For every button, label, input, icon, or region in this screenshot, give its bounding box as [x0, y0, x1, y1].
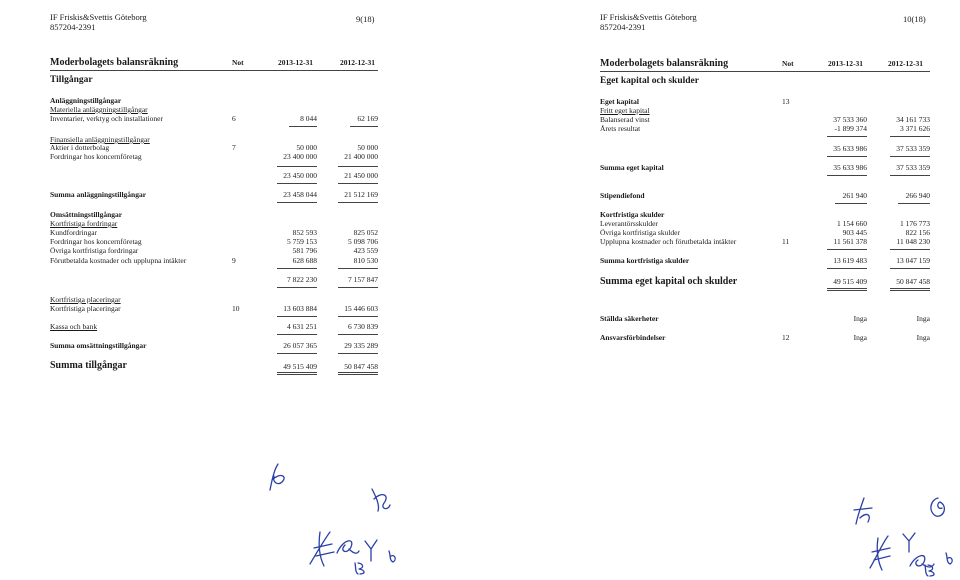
stall-2012: Inga — [916, 314, 930, 323]
row-value-2013: 23 400 000 — [283, 152, 317, 161]
subtotal-2012: 7 157 847 — [348, 275, 378, 284]
total-rule — [277, 372, 317, 373]
section-heading: Tillgångar — [50, 75, 93, 85]
row-value-2013: 628 688 — [292, 256, 317, 265]
sum-2012: 29 335 289 — [344, 341, 378, 350]
sub-rule — [277, 316, 317, 317]
col-header-2013: 2013-12-31 — [278, 58, 313, 67]
sub-rule — [350, 126, 378, 127]
row-value-2013: 581 796 — [292, 246, 317, 255]
sum-2013: 13 619 483 — [833, 256, 867, 265]
sub-rule — [277, 287, 317, 288]
row-value-2013: 11 561 378 — [833, 237, 867, 246]
row-note: 7 — [232, 143, 236, 152]
sum-rule — [827, 175, 867, 176]
total-rule — [827, 290, 867, 291]
row-note: 10 — [232, 304, 240, 313]
row-value-2013: 852 593 — [292, 228, 317, 237]
subtotal-2012: 21 450 000 — [344, 171, 378, 180]
row-value-2012: 62 169 — [357, 114, 378, 123]
sub-rule — [338, 316, 378, 317]
col-header-not: Not — [782, 59, 794, 68]
anl-heading: Anläggningstillgångar — [50, 96, 122, 105]
row-value-2012: 1 176 773 — [900, 219, 930, 228]
total-label: Summa eget kapital och skulder — [600, 276, 738, 287]
row-label: Inventarier, verktyg och installationer — [50, 114, 163, 123]
page-number: 10(18) — [903, 14, 926, 24]
row-value-2013: 13 603 884 — [283, 304, 317, 313]
row-value-2012: 822 156 — [905, 228, 930, 237]
row-label: Fordringar hos koncernföretag — [50, 152, 142, 161]
signature-initials — [922, 562, 942, 578]
company-name: IF Friskis&Svettis Göteborg — [50, 12, 147, 22]
signature-initials — [366, 485, 394, 515]
ansv-2012: Inga — [916, 333, 930, 342]
title-rule — [50, 70, 378, 71]
row-value-2013: 5 759 153 — [287, 237, 317, 246]
sub-rule — [338, 287, 378, 288]
report-title: Moderbolagets balansräkning — [50, 57, 179, 68]
row-label: Upplupna kostnader och förutbetalda intäkter — [600, 237, 737, 246]
row-label: Kassa och bank — [50, 322, 98, 331]
row-value-2012: 50 000 — [357, 143, 378, 152]
row-label: Kortfristiga placeringar — [50, 304, 121, 313]
stall-2013: Inga — [853, 314, 867, 323]
row-value-2012: 34 161 733 — [896, 115, 930, 124]
row-note: 13 — [782, 97, 790, 106]
title-rule — [600, 71, 930, 72]
sum-rule — [835, 203, 867, 204]
sum-label: Summa anläggningstillgångar — [50, 190, 147, 199]
page-number: 9(18) — [356, 14, 375, 24]
row-value-2012: 15 446 603 — [344, 304, 378, 313]
sub-rule — [338, 183, 378, 184]
total-2013: 49 515 409 — [833, 277, 867, 286]
row-note: 6 — [232, 114, 236, 123]
sub-rule — [827, 136, 867, 137]
sub-rule — [890, 136, 930, 137]
sub-rule — [338, 166, 378, 167]
signature-initials — [385, 548, 399, 564]
row-value-2012: 810 530 — [353, 256, 378, 265]
row-value-2013: -1 899 374 — [834, 124, 867, 133]
signature-initials — [333, 533, 361, 559]
row-label: Årets resultat — [600, 124, 641, 133]
mat-heading: Materiella anläggningstillgångar — [50, 105, 148, 114]
sum-rule — [898, 203, 930, 204]
sum-2013: 35 633 986 — [833, 163, 867, 172]
sum-2012: 13 047 159 — [896, 256, 930, 265]
total-2012: 50 847 458 — [896, 277, 930, 286]
row-label: Övriga kortfristiga fordringar — [50, 246, 139, 255]
sub-rule — [338, 268, 378, 269]
signature-initials — [942, 550, 956, 566]
sum-2013: 26 057 365 — [283, 341, 317, 350]
sum-rule — [890, 175, 930, 176]
col-header-not: Not — [232, 58, 244, 67]
sum-label: Summa eget kapital — [600, 163, 664, 172]
subtotal-2013: 7 822 230 — [287, 275, 317, 284]
row-label: Förutbetalda kostnader och upplupna intäkter — [50, 256, 187, 265]
signature-initials — [850, 494, 876, 528]
row-note: 11 — [782, 237, 790, 246]
kp-heading: Kortfristiga placeringar — [50, 295, 121, 304]
sum-label: Summa omsättningstillgångar — [50, 341, 147, 350]
ek-heading: Eget kapital — [600, 97, 639, 106]
sub-rule — [890, 249, 930, 250]
row-value-2013: 1 154 660 — [837, 219, 867, 228]
row-label: Aktier i dotterbolag — [50, 143, 110, 152]
fin-heading: Finansiella anläggningstillgångar — [50, 135, 150, 144]
sum-rule — [338, 202, 378, 203]
total-rule — [277, 374, 317, 375]
row-value-2013: 8 044 — [300, 114, 317, 123]
total-rule — [338, 374, 378, 375]
ansv-2013: Inga — [853, 333, 867, 342]
total-rule — [890, 288, 930, 289]
total-rule — [890, 290, 930, 291]
col-header-2012: 2012-12-31 — [340, 58, 375, 67]
sub-rule — [289, 126, 317, 127]
report-title: Moderbolagets balansräkning — [600, 58, 729, 69]
sum-rule — [277, 353, 317, 354]
sub-rule — [827, 156, 867, 157]
stip-label: Stipendiefond — [600, 191, 645, 200]
section-heading: Eget kapital och skulder — [600, 76, 699, 86]
sub-rule — [890, 156, 930, 157]
row-value-2013: 903 445 — [842, 228, 867, 237]
sum-rule — [277, 202, 317, 203]
sum-rule — [890, 268, 930, 269]
row-label: Övriga kortfristiga skulder — [600, 228, 680, 237]
oms-heading: Omsättningstillgångar — [50, 210, 123, 219]
org-number: 857204-2391 — [50, 22, 96, 32]
row-value-2012: 11 048 230 — [896, 237, 930, 246]
row-value-2012: 423 559 — [353, 246, 378, 255]
subtotal-2012: 37 533 359 — [896, 144, 930, 153]
total-2013: 49 515 409 — [283, 362, 317, 371]
row-value-2013: 50 000 — [296, 143, 317, 152]
row-value-2012: 3 371 626 — [900, 124, 930, 133]
page-10 — [490, 0, 960, 580]
stip-2012: 266 940 — [905, 191, 930, 200]
company-name: IF Friskis&Svettis Göteborg — [600, 12, 697, 22]
sum-2012: 21 512 169 — [344, 190, 378, 199]
row-label: Leverantörsskulder — [600, 219, 658, 228]
sub-rule — [338, 334, 378, 335]
page-9 — [0, 0, 470, 580]
col-header-2012: 2012-12-31 — [888, 59, 923, 68]
row-note: 9 — [232, 256, 236, 265]
row-value-2012: 6 730 839 — [348, 322, 378, 331]
row-value-2012: 825 052 — [353, 228, 378, 237]
ks-heading: Kortfristiga skulder — [600, 210, 665, 219]
sum-rule — [338, 353, 378, 354]
total-rule — [338, 372, 378, 373]
kf-heading: Kortfristiga fordringar — [50, 219, 118, 228]
row-value-2013: 4 631 251 — [287, 322, 317, 331]
row-note: 12 — [782, 333, 790, 342]
total-rule — [827, 288, 867, 289]
total-label: Summa tillgångar — [50, 360, 127, 371]
sub-rule — [277, 183, 317, 184]
sub-rule — [277, 268, 317, 269]
row-value-2012: 5 098 706 — [348, 237, 378, 246]
col-header-2013: 2013-12-31 — [828, 59, 863, 68]
fritt-heading: Fritt eget kapital — [600, 106, 650, 115]
sub-rule — [277, 166, 317, 167]
sub-rule — [827, 249, 867, 250]
subtotal-2013: 23 450 000 — [283, 171, 317, 180]
total-2012: 50 847 458 — [344, 362, 378, 371]
sub-rule — [277, 334, 317, 335]
signature-initials — [352, 560, 372, 576]
signature-initials — [262, 460, 292, 494]
row-value-2012: 21 400 000 — [344, 152, 378, 161]
subtotal-2013: 35 633 986 — [833, 144, 867, 153]
row-label: Kundfordringar — [50, 228, 98, 237]
org-number: 857204-2391 — [600, 22, 646, 32]
sum-rule — [827, 268, 867, 269]
row-label: Balanserad vinst — [600, 115, 650, 124]
row-value-2013: 37 533 360 — [833, 115, 867, 124]
sum-label: Summa kortfristiga skulder — [600, 256, 690, 265]
sum-2012: 37 533 359 — [896, 163, 930, 172]
ansv-label: Ansvarsförbindelser — [600, 333, 666, 342]
stall-label: Ställda säkerheter — [600, 314, 659, 323]
row-label: Fordringar hos koncernföretag — [50, 237, 142, 246]
sum-2013: 23 458 044 — [283, 190, 317, 199]
signature-initials — [926, 494, 950, 520]
stip-2013: 261 940 — [842, 191, 867, 200]
signature-initials — [306, 528, 336, 568]
signature-initials — [866, 532, 892, 572]
